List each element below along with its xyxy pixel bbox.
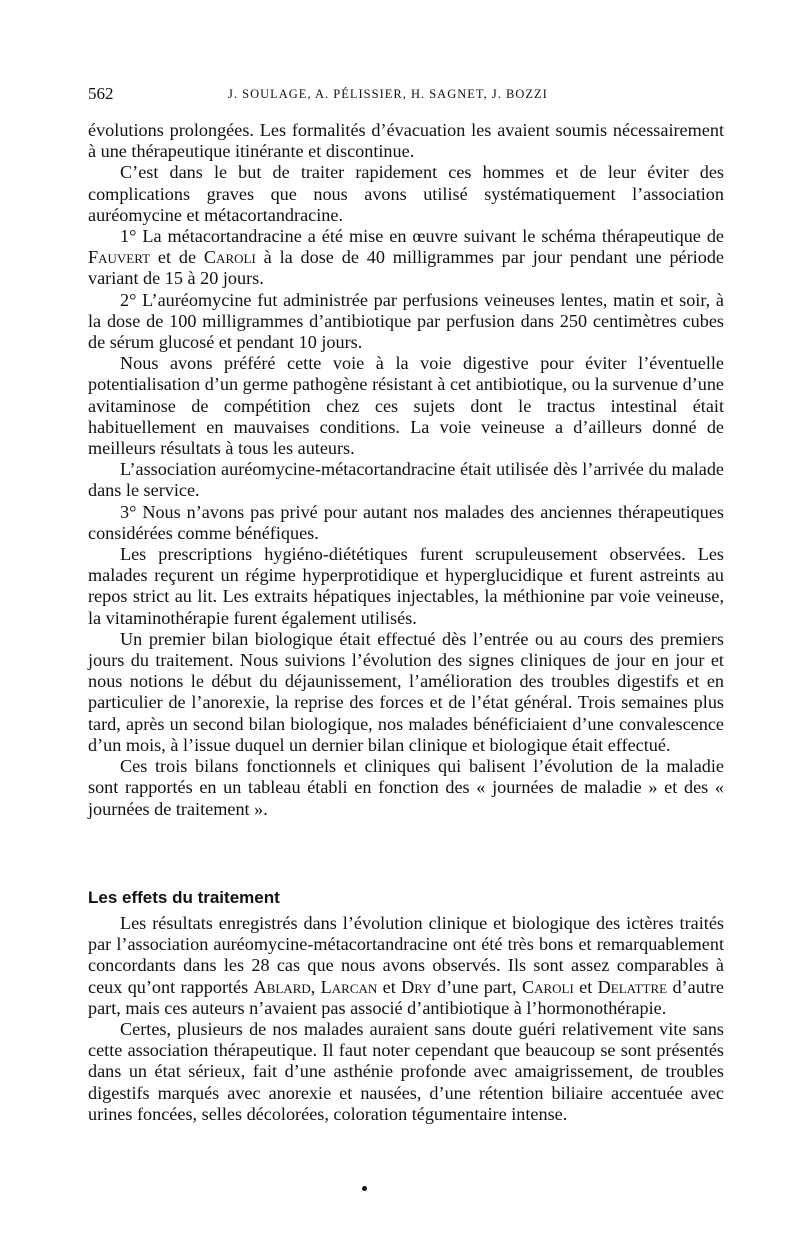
paragraph: Certes, plusieurs de nos malades auraient sans doute guéri relativement vite sans cette association thérapeutique. Il faut noter cependant que beaucoup se sont présentés dans un état sérieux, fait d’une asthénie profonde avec amaigrissement, de troubles digestifs marqués avec anorexie et nausées, d’une rétention biliaire accentuée avec urines foncées, selles décolorées, coloration tégumentaire intense. xyxy=(88,1019,724,1124)
text-span: d’autre part, mais ces auteurs n’avaient pas associé d’antibiotique à l’hormonothérapie. xyxy=(88,976,724,1018)
running-header xyxy=(88,84,724,106)
author-name: Caroli xyxy=(203,247,256,268)
author-name: Ablard xyxy=(253,976,311,997)
author-name: Fauvert xyxy=(88,247,151,268)
paragraph xyxy=(88,226,724,290)
body-section-1 xyxy=(88,120,724,820)
ink-dot xyxy=(362,1186,367,1191)
text-span: à la dose de 40 milligrammes par jour pendant une période variant de 15 à 20 jours. xyxy=(88,247,724,289)
running-authors: J. SOULAGE, A. PÉLISSIER, H. SAGNET, J. BOZZI xyxy=(228,87,548,101)
paragraph: Ces trois bilans fonctionnels et cliniques qui balisent l’évolution de la maladie sont rapportés en un tableau établi en fonction des « journées de maladie » et des « journées de traitement ». xyxy=(88,756,724,819)
paragraph: 2° L’auréomycine fut administrée par perfusions veineuses lentes, matin et soir, à la dose de 100 milligrammes d’antibiotique par perfusion dans 250 centimètres cubes de sérum glucosé et pendant 10 jours. xyxy=(88,289,724,353)
paragraph: C’est dans le but de traiter rapidement ces hommes et de leur éviter des complications graves que nous avons utilisé systématiquement l’association auréomycine et métacortandracine. xyxy=(88,162,724,225)
author-name: Caroli xyxy=(521,976,574,997)
paragraph: évolutions prolongées. Les formalités d’évacuation les avaient soumis nécessairement à une thérapeutique itinérante et discontinue. xyxy=(88,120,724,162)
paragraph: L’association auréomycine-métacortandracine était utilisée dès l’arrivée du malade dans le service. xyxy=(88,459,724,501)
paragraph: 3° Nous n’avons pas privé pour autant nos malades des anciennes thérapeutiques considérées comme bénéfiques. xyxy=(88,501,724,543)
text-span: Les résultats enregistrés dans l’évolution clinique et biologique des ictères traités par l’association auréomycine-métacortandracine ont été très bons et remarquablement concordants dans les 28 cas que nous avons observés. Ils sont assez comparables à ceux qu’ont rapportés xyxy=(88,913,724,997)
page-number: 562 xyxy=(88,84,114,103)
author-name: Delattre xyxy=(597,976,668,997)
author-name: Dry xyxy=(401,976,432,997)
text-span: et xyxy=(573,976,598,997)
body-section-2 xyxy=(88,913,724,1125)
paragraph xyxy=(88,913,724,1019)
text-span: d’une part, xyxy=(431,976,522,997)
section-heading: Les effets du traitement xyxy=(88,888,280,907)
text-span: , xyxy=(310,976,321,997)
paragraph: Un premier bilan biologique était effectué dès l’entrée ou au cours des premiers jours du traitement. Nous suivions l’évolution des signes cliniques de jour en jour et nous notions le début du déjaunissement, l’amélioration des troubles digestifs et en particulier de l’anorexie, la reprise des forces et de l’état général. Trois semaines plus tard, après un second bilan biologique, nos malades bénéficiaient d’une convalescence d’un mois, à l’issue duquel un dernier bilan clinique et biologique était effectué. xyxy=(88,628,724,755)
author-name: Larcan xyxy=(320,976,378,997)
paragraph: Les prescriptions hygiéno-diététiques furent scrupuleusement observées. Les malades reçurent un régime hyperprotidique et hyperglucidique et furent astreints au repos strict au lit. Les extraits hépatiques injectables, la méthionine par voie veineuse, la vitaminothérapie furent également utilisés. xyxy=(88,544,724,628)
text-span: et xyxy=(377,976,402,997)
text-span: 1° La métacortandracine a été mise en œuvre suivant le schéma thérapeutique de xyxy=(120,226,724,247)
text-span: et de xyxy=(150,247,204,268)
paragraph: Nous avons préféré cette voie à la voie digestive pour éviter l’éventuelle potentialisation d’un germe pathogène résistant à cet antibiotique, ou la survenue d’une avitaminose de compétition chez ces sujets dont le tractus intestinal était habituellement en mauvaises conditions. La voie veineuse a d’ailleurs donné de meilleurs résultats à tous les auteurs. xyxy=(88,353,724,459)
